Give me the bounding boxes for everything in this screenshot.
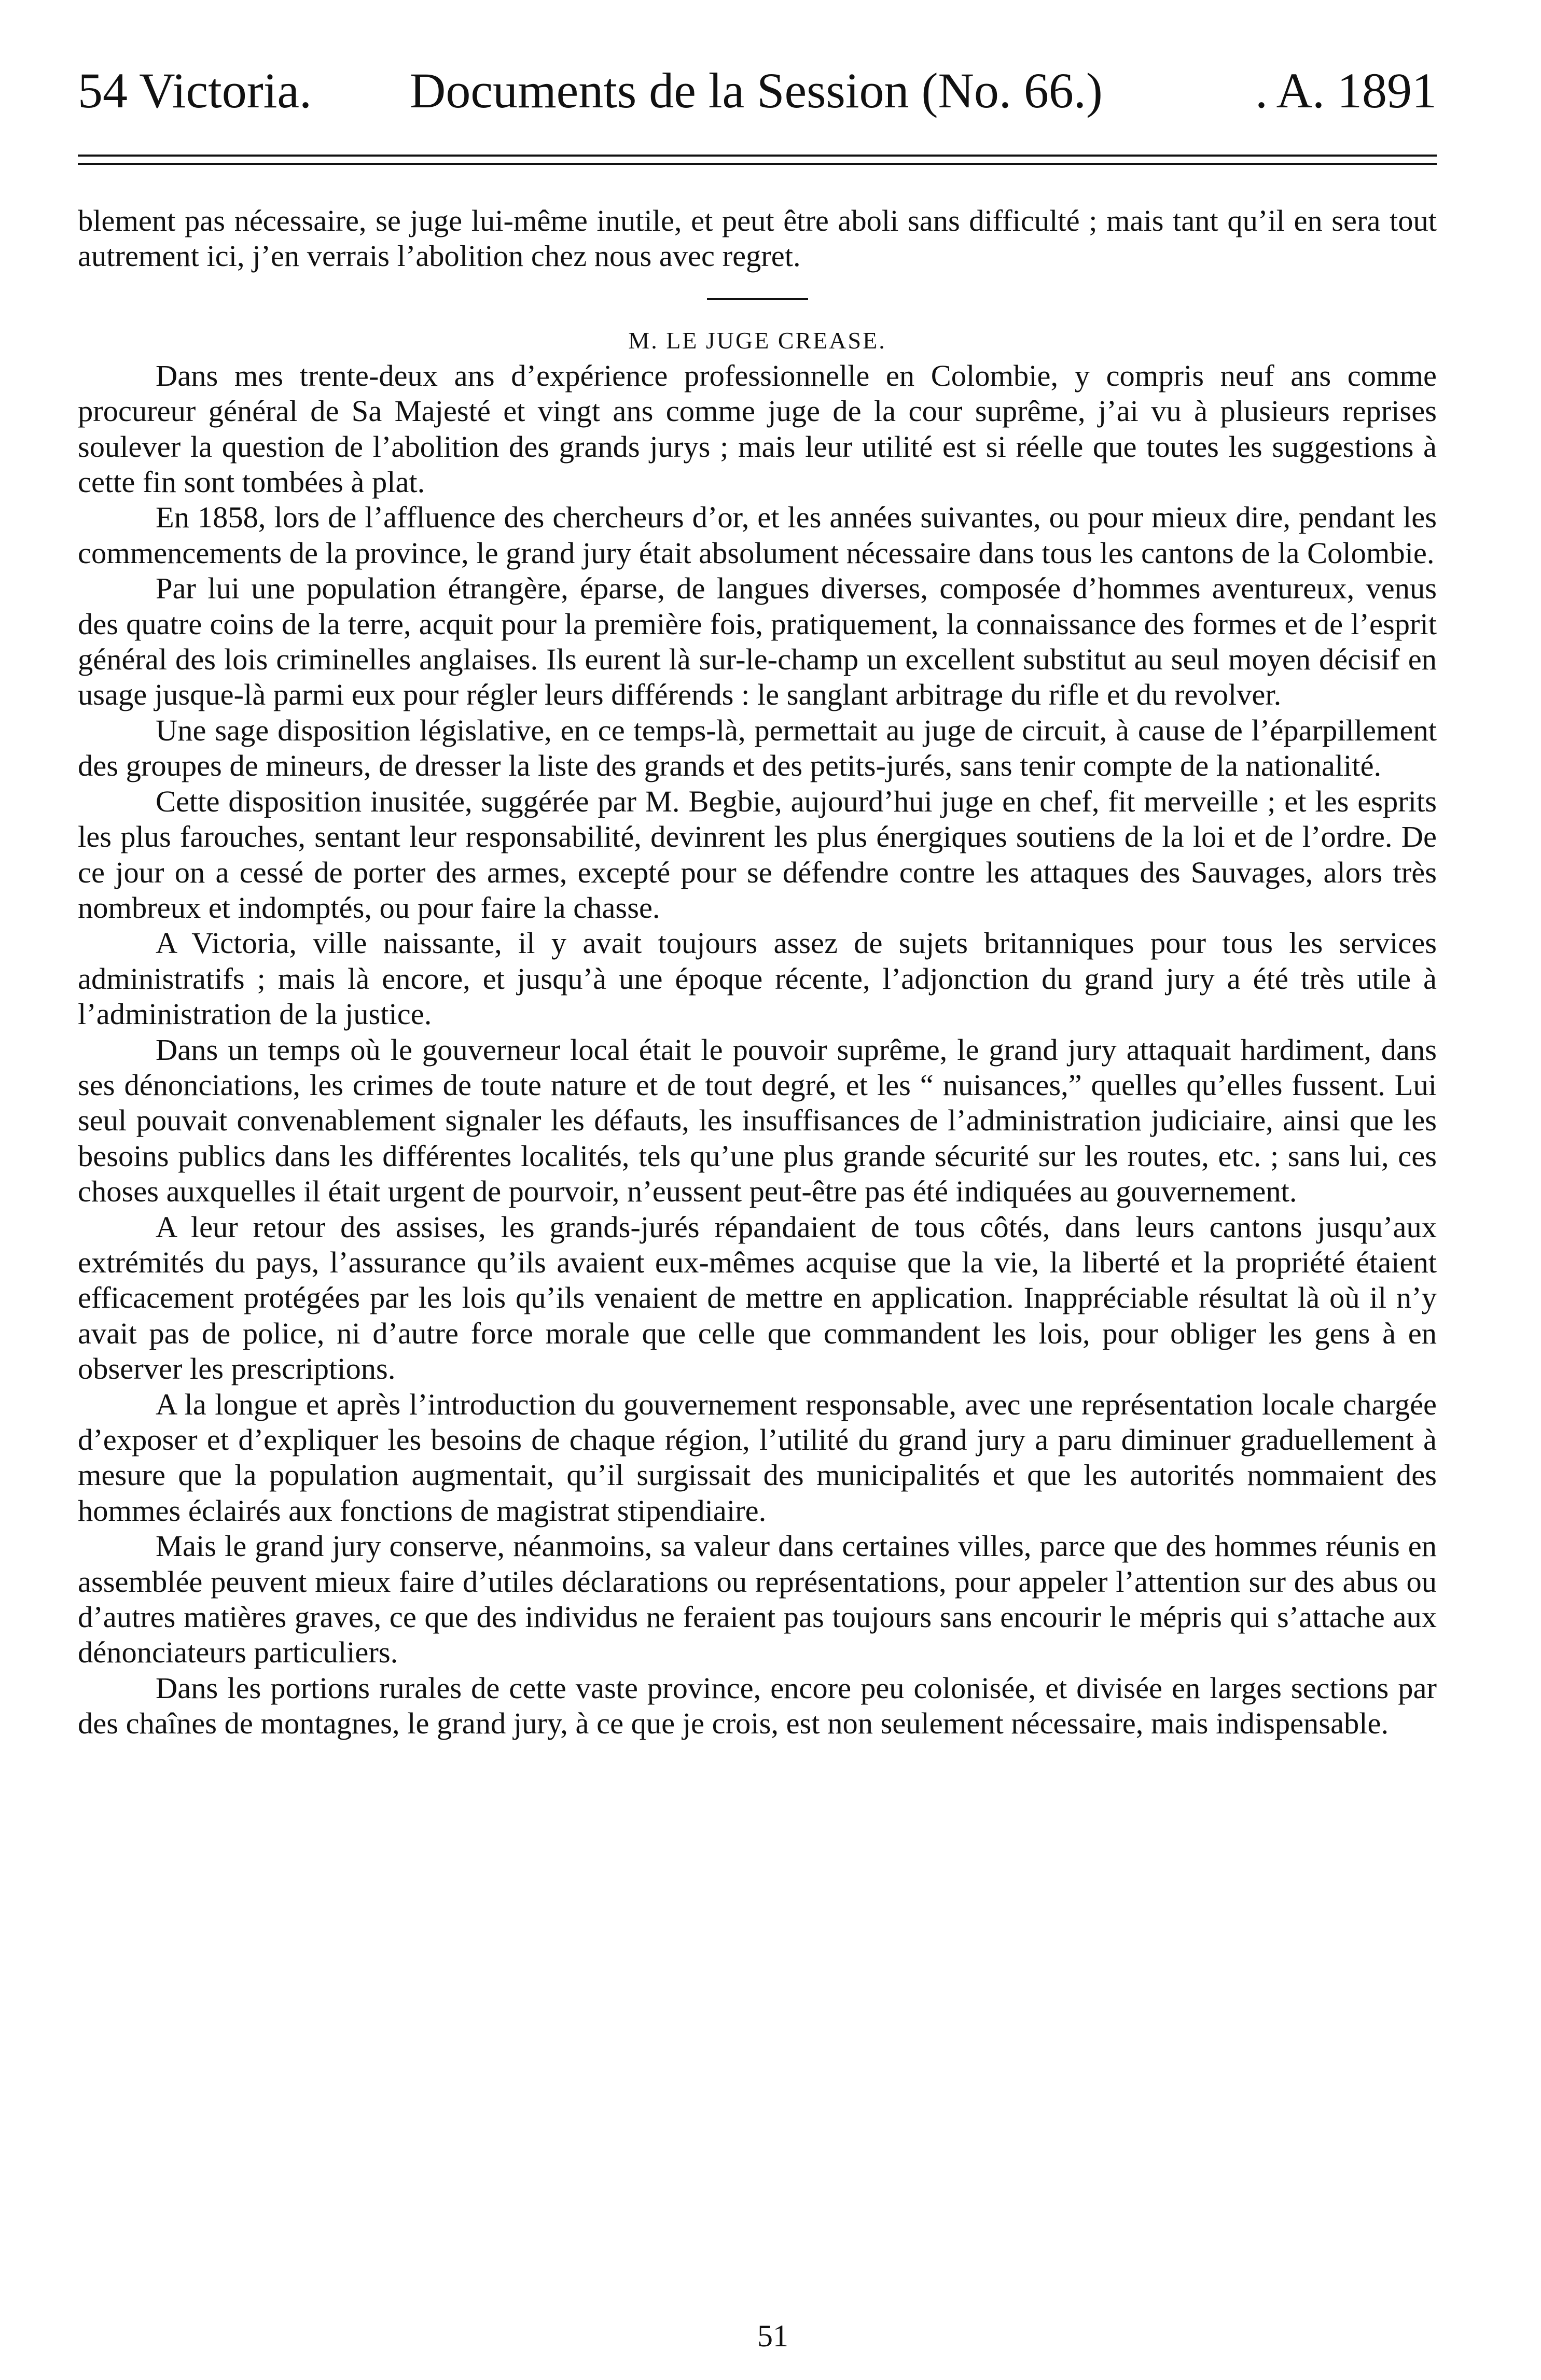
running-header <box>78 62 1437 119</box>
header-rule-bottom <box>78 163 1437 165</box>
header-regnal-year: 54 Victoria. <box>78 63 312 118</box>
paragraph: Une sage disposition législative, en ce temps-là, permettait au juge de circuit, à cause de l’éparpillement des groupes de mineurs, de dresser la liste des grands et des petits-jurés, sans tenir compte de la nationalité. <box>78 713 1437 783</box>
page-number: 51 <box>757 2319 788 2353</box>
continued-paragraph: blement pas nécessaire, se juge lui-même inutile, et peut être aboli sans difficulté ; mais tant qu’il en sera tout autrement ici, j’en verrais l’abolition chez nous avec regret. <box>78 204 1437 273</box>
paragraph: Dans mes trente-deux ans d’expérience professionnelle en Colombie, y compris neuf ans comme procureur général de Sa Majesté et vingt ans comme juge de la cour suprême, j’ai vu à plusieurs reprises soulever la question de l’abolition des grands jurys ; mais leur utilité est si réelle que toutes les suggestions à cette fin sont tombées à plat. <box>78 358 1437 499</box>
header-year: A. 1891 <box>1276 63 1437 118</box>
paragraph: A Victoria, ville naissante, il y avait toujours assez de sujets britanniques pour tous les services administratifs ; mais là encore, et jusqu’à une époque récente, l’adjonction du grand jury a été très utile à l’administration de la justice. <box>78 926 1437 1031</box>
header-dot: . <box>1255 63 1268 118</box>
body-text <box>78 203 1437 1742</box>
section-separator <box>707 298 808 300</box>
paragraph: Dans un temps où le gouverneur local était le pouvoir suprême, le grand jury attaquait hardiment, dans ses dénonciations, les crimes de toute nature et de tout degré, et les “ nuisances,” quelles qu’elles fussent. Lui seul pouvait convenablement signaler les défauts, les insuffisances de l’administration judiciaire, ainsi que les besoins publics dans les différentes localités, tels qu’une plus grande sécurité sur les routes, etc. ; sans lui, ces choses auxquelles il était urgent de pourvoir, n’eussent peut-être pas été indiquées au gouvernement. <box>78 1032 1437 1209</box>
paragraph: Par lui une population étrangère, éparse, de langues diverses, composée d’hommes aventureux, venus des quatre coins de la terre, acquit pour la première fois, pratiquement, la connaissance des formes et de l’esprit général des lois criminelles anglaises. Ils eurent là sur-le-champ un excellent substitut au seul moyen décisif en usage jusque-là parmi eux pour régler leurs différends : le sanglant arbitrage du rifle et du revolver. <box>78 571 1437 712</box>
paragraph: A leur retour des assises, les grands-jurés répandaient de tous côtés, dans leurs cantons jusqu’aux extrémités du pays, l’assurance qu’ils avaient eux-mêmes acquise que la vie, la liberté et la propriété étaient efficacement protégées par les lois qu’ils venaient de mettre en application. Inappréciable résultat là où il n’y avait pas de police, ni d’autre force morale que celle que commandent les lois, pour obliger les gens à en observer les prescriptions. <box>78 1210 1437 1386</box>
paragraph: En 1858, lors de l’affluence des chercheurs d’or, et les années suivantes, ou pour mieux dire, pendant les commencements de la province, le grand jury était absolument nécessaire dans tous les cantons de la Colombie. <box>78 500 1437 570</box>
header-rule-top <box>78 155 1437 157</box>
paragraph: Dans les portions rurales de cette vaste province, encore peu colonisée, et divisée en larges sections par des chaînes de montagnes, le grand jury, à ce que je crois, est non seulement nécessaire, mais indispensable. <box>78 1671 1437 1741</box>
paragraph: Mais le grand jury conserve, néanmoins, sa valeur dans certaines villes, parce que des hommes réunis en assemblée peuvent mieux faire d’utiles déclarations ou représentations, pour appeler l’attention sur des abus ou d’autres matières graves, ce que des individus ne feraient pas toujours sans encourir le mépris qui s’attache aux dénonciateurs particuliers. <box>78 1529 1437 1670</box>
section-title: M. LE JUGE CREASE. <box>628 327 886 354</box>
header-document-title: Documents de la Session (No. 66.) <box>410 63 1103 118</box>
paragraph: Cette disposition inusitée, suggérée par M. Begbie, aujourd’hui juge en chef, fit merveille ; et les esprits les plus farouches, sentant leur responsabilité, devinrent les plus énergiques soutiens de la loi et de l’ordre. De ce jour on a cessé de porter des armes, excepté pour se défendre contre les attaques des Sauvages, alors très nombreux et indomptés, ou pour faire la chasse. <box>78 784 1437 925</box>
paragraph: A la longue et après l’introduction du gouvernement responsable, avec une représentation locale chargée d’exposer et d’expliquer les besoins de chaque région, l’utilité du grand jury a paru diminuer graduellement à mesure que la population augmentait, qu’il surgissait des municipalités et que les autorités nommaient des hommes éclairés aux fonctions de magistrat stipendiaire. <box>78 1387 1437 1528</box>
